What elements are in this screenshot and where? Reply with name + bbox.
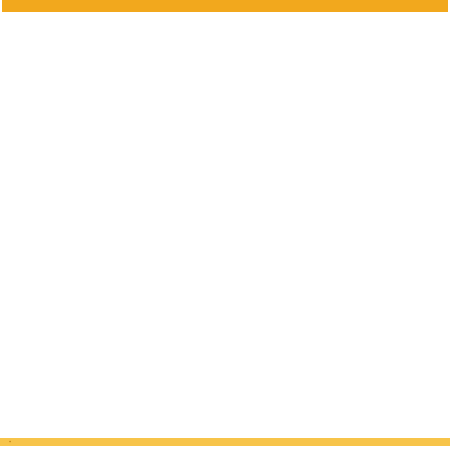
row-marker: + bbox=[8, 440, 12, 444]
year-header-row bbox=[0, 19, 450, 26]
cashflow-total-row bbox=[0, 438, 450, 446]
page-title bbox=[2, 0, 448, 12]
